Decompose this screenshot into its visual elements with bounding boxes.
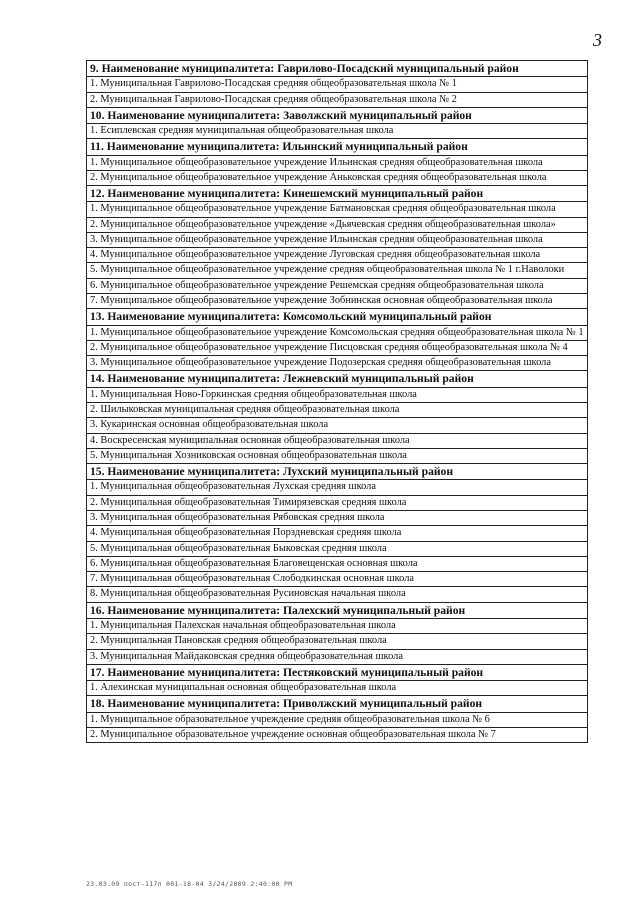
- school-row: [87, 681, 588, 696]
- school-name: 1. Муниципальное общеобразовательное учреждение Батмановская средняя общеобразовательная школа: [87, 202, 588, 217]
- school-name: 1. Муниципальное общеобразовательное учреждение Комсомольская средняя общеобразовательная школа № 1: [87, 325, 588, 340]
- school-name: 2. Муниципальное общеобразовательное учреждение «Дьячевская средняя общеобразовательная школа»: [87, 217, 588, 232]
- school-name: 3. Кукаринская основная общеобразовательная школа: [87, 418, 588, 433]
- municipality-heading: 12. Наименование муниципалитета: Кинешемский муниципальный район: [87, 186, 588, 202]
- municipality-heading: 15. Наименование муниципалитета: Лухский муниципальный район: [87, 464, 588, 480]
- school-name: 1. Муниципальное общеобразовательное учреждение Ильинская средняя общеобразовательная школа: [87, 155, 588, 170]
- municipality-heading: 10. Наименование муниципалитета: Заволжский муниципальный район: [87, 107, 588, 123]
- school-row: [87, 217, 588, 232]
- school-name: 5. Муниципальная Хозниковская основная общеобразовательная школа: [87, 448, 588, 463]
- school-row: [87, 356, 588, 371]
- school-name: 2. Муниципальное общеобразовательное учреждение Писцовская средняя общеобразовательная школа № 4: [87, 340, 588, 355]
- school-name: 5. Муниципальное общеобразовательное учреждение средняя общеобразовательная школа № 1 г.Наволоки: [87, 263, 588, 278]
- school-name: 2. Муниципальная Пановская средняя общеобразовательная школа: [87, 634, 588, 649]
- school-row: [87, 232, 588, 247]
- school-name: 1. Муниципальная Гаврилово-Посадская средняя общеобразовательная школа № 1: [87, 77, 588, 92]
- school-name: 1. Алехинская муниципальная основная общеобразовательная школа: [87, 681, 588, 696]
- municipality-heading-row: [87, 139, 588, 155]
- school-name: 2. Муниципальное общеобразовательное учреждение Аньковская средняя общеобразовательная школа: [87, 170, 588, 185]
- municipality-heading-row: [87, 464, 588, 480]
- municipality-heading-row: [87, 371, 588, 387]
- school-row: [87, 510, 588, 525]
- school-row: [87, 433, 588, 448]
- school-row: [87, 340, 588, 355]
- school-name: 4. Муниципальная общеобразовательная Порздневская средняя школа: [87, 526, 588, 541]
- school-name: 2. Шилыковская муниципальная средняя общеобразовательная школа: [87, 402, 588, 417]
- school-row: [87, 634, 588, 649]
- school-row: [87, 248, 588, 263]
- municipality-heading-row: [87, 664, 588, 680]
- municipality-heading-row: [87, 107, 588, 123]
- school-row: [87, 495, 588, 510]
- municipality-heading: 14. Наименование муниципалитета: Лежневский муниципальный район: [87, 371, 588, 387]
- school-name: 1. Есиплевская средняя муниципальная общеобразовательная школа: [87, 124, 588, 139]
- school-row: [87, 727, 588, 742]
- school-name: 8. Муниципальная общеобразовательная Русиновская начальная школа: [87, 587, 588, 602]
- municipality-heading-row: [87, 61, 588, 77]
- municipality-heading: 16. Наименование муниципалитета: Палехский муниципальный район: [87, 602, 588, 618]
- school-name: 2. Муниципальная общеобразовательная Тимирязевская средняя школа: [87, 495, 588, 510]
- school-name: 5. Муниципальная общеобразовательная Быковская средняя школа: [87, 541, 588, 556]
- school-name: 7. Муниципальное общеобразовательное учреждение Зобнинская основная общеобразовательная школа: [87, 294, 588, 309]
- municipality-heading: 17. Наименование муниципалитета: Пестяковский муниципальный район: [87, 664, 588, 680]
- school-row: [87, 77, 588, 92]
- school-name: 2. Муниципальная Гаврилово-Посадская средняя общеобразовательная школа № 2: [87, 92, 588, 107]
- school-name: 1. Муниципальное образовательное учреждение средняя общеобразовательная школа № 6: [87, 712, 588, 727]
- school-row: [87, 92, 588, 107]
- school-name: 4. Муниципальное общеобразовательное учреждение Луговская средняя общеобразовательная школа: [87, 248, 588, 263]
- school-row: [87, 418, 588, 433]
- school-row: [87, 480, 588, 495]
- municipality-heading: 11. Наименование муниципалитета: Ильинский муниципальный район: [87, 139, 588, 155]
- school-row: [87, 170, 588, 185]
- school-name: 6. Муниципальная общеобразовательная Благовещенская основная школа: [87, 556, 588, 571]
- school-name: 7. Муниципальная общеобразовательная Слободкинская основная школа: [87, 572, 588, 587]
- school-name: 1. Муниципальная Ново-Горкинская средняя общеобразовательная школа: [87, 387, 588, 402]
- school-row: [87, 202, 588, 217]
- school-name: 3. Муниципальное общеобразовательное учреждение Подозерская средняя общеобразовательная школа: [87, 356, 588, 371]
- schools-table: [86, 60, 588, 743]
- school-row: [87, 618, 588, 633]
- school-row: [87, 387, 588, 402]
- school-row: [87, 526, 588, 541]
- municipality-heading: 13. Наименование муниципалитета: Комсомольский муниципальный район: [87, 309, 588, 325]
- school-name: 6. Муниципальное общеобразовательное учреждение Решемская средняя общеобразовательная школа: [87, 278, 588, 293]
- municipality-heading-row: [87, 696, 588, 712]
- municipality-heading: 18. Наименование муниципалитета: Приволжский муниципальный район: [87, 696, 588, 712]
- school-row: [87, 572, 588, 587]
- school-row: [87, 278, 588, 293]
- municipality-heading-row: [87, 309, 588, 325]
- school-name: 1. Муниципальная общеобразовательная Лухская средняя школа: [87, 480, 588, 495]
- school-name: 2. Муниципальное образовательное учреждение основная общеобразовательная школа № 7: [87, 727, 588, 742]
- school-row: [87, 294, 588, 309]
- municipality-heading-row: [87, 186, 588, 202]
- school-name: 3. Муниципальная общеобразовательная Рябовская средняя школа: [87, 510, 588, 525]
- school-row: [87, 649, 588, 664]
- school-row: [87, 556, 588, 571]
- municipality-heading-row: [87, 602, 588, 618]
- school-name: 1. Муниципальная Палехская начальная общеобразовательная школа: [87, 618, 588, 633]
- school-row: [87, 541, 588, 556]
- municipality-heading: 9. Наименование муниципалитета: Гаврилово-Посадский муниципальный район: [87, 61, 588, 77]
- school-row: [87, 155, 588, 170]
- footer-stamp: 23.03.09 пост-117п 001-18-04 3/24/2009 2:40:00 PM: [86, 880, 293, 888]
- school-row: [87, 124, 588, 139]
- school-row: [87, 587, 588, 602]
- school-row: [87, 448, 588, 463]
- school-name: 3. Муниципальное общеобразовательное учреждение Ильинская средняя общеобразовательная школа: [87, 232, 588, 247]
- school-row: [87, 263, 588, 278]
- school-row: [87, 402, 588, 417]
- schools-table-body: [87, 61, 588, 743]
- page-number: 3: [593, 30, 602, 50]
- school-row: [87, 712, 588, 727]
- school-row: [87, 325, 588, 340]
- school-name: 3. Муниципальная Майдаковская средняя общеобразовательная школа: [87, 649, 588, 664]
- school-name: 4. Воскресенская муниципальная основная общеобразовательная школа: [87, 433, 588, 448]
